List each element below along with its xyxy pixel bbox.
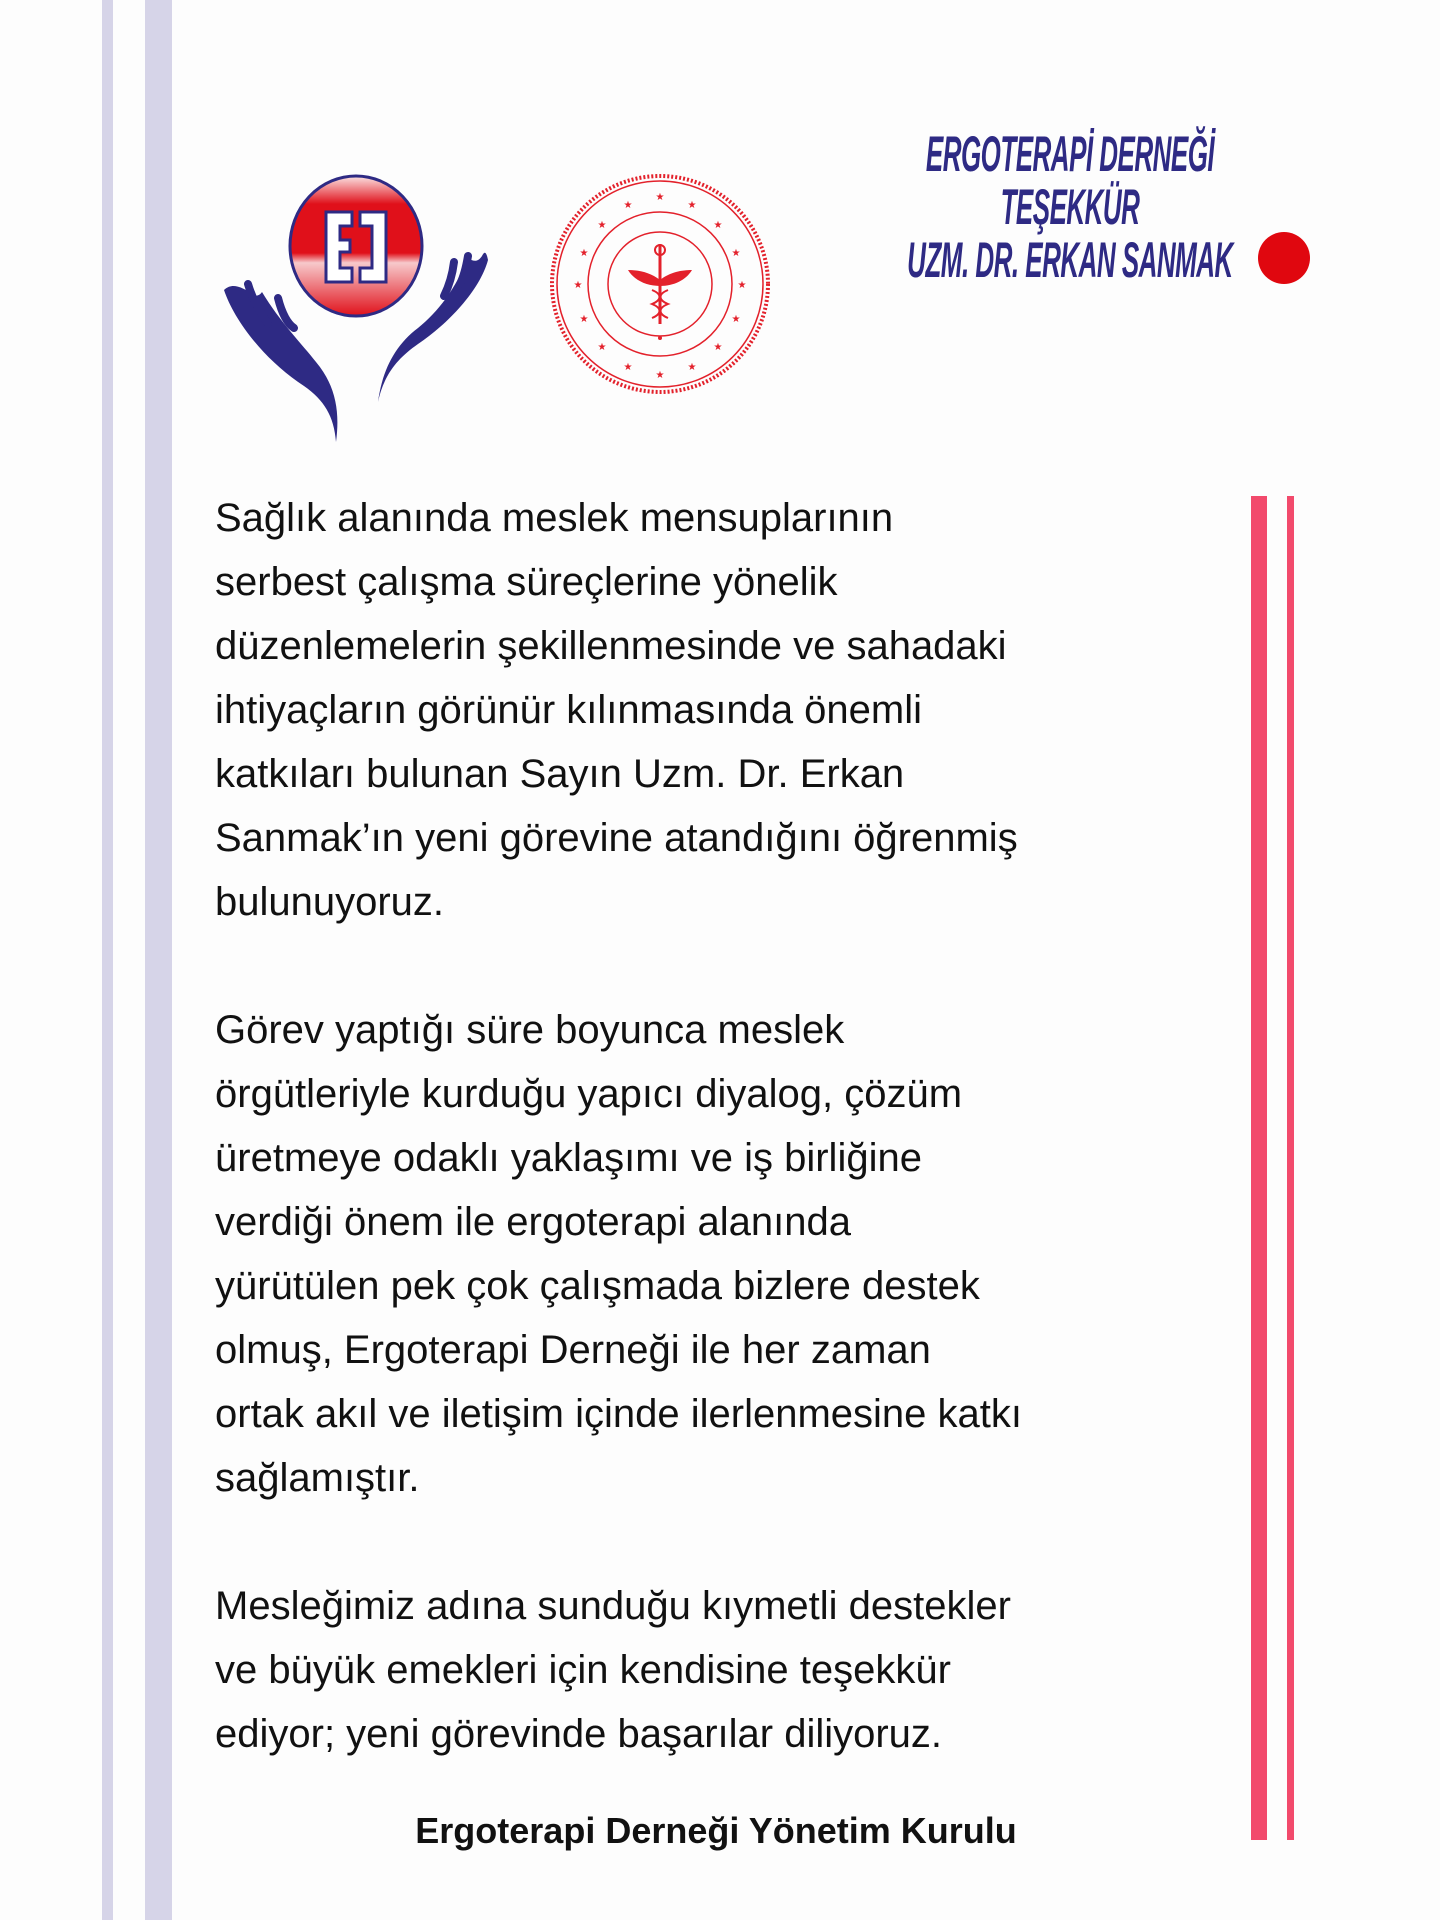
svg-text:★: ★ [713,342,723,353]
svg-text:★: ★ [713,220,723,231]
svg-text:★: ★ [597,342,607,353]
paragraph-line: ortak akıl ve iletişim içinde ilerlenmesine katkı [215,1392,1022,1436]
svg-text:★: ★ [623,200,633,211]
letter-body [215,486,1215,1830]
paragraph-line: ihtiyaçların görünür kılınmasında önemli [215,688,923,732]
decorative-stripe-left-wide [145,0,172,1920]
decorative-bar-right-thick [1251,496,1267,1840]
svg-text:★: ★ [655,370,665,381]
signature-text: Ergoterapi Derneği Yönetim Kurulu [415,1810,1017,1851]
svg-text:★: ★ [623,362,633,373]
ergoterapi-dernegi-logo [218,172,498,444]
paragraph-line: örgütleriyle kurduğu yapıcı diyalog, çözüm [215,1072,963,1116]
title-line-thanks: TEŞEKKÜR [1000,179,1140,235]
paragraph-line: ve büyük emekleri için kendisine teşekkür [215,1648,951,1692]
title-line-organization: ERGOTERAPİ DERNEĞİ [925,126,1215,182]
svg-text:★: ★ [731,248,741,259]
svg-text:★: ★ [687,200,697,211]
letter-paragraph [215,1574,1215,1766]
decorative-bar-right-thin [1287,496,1294,1840]
svg-text:★: ★ [579,314,589,325]
letter-paragraph [215,486,1215,934]
svg-text:★: ★ [573,280,583,291]
svg-text:★: ★ [687,362,697,373]
svg-text:★: ★ [579,248,589,259]
title-line-name: UZM. DR. ERKAN SANMAK [907,232,1233,288]
letter-paragraph [215,998,1215,1510]
svg-text:★: ★ [655,192,665,203]
paragraph-line: sağlamıştır. [215,1456,420,1500]
paragraph-line: olmuş, Ergoterapi Derneği ile her zaman [215,1328,931,1372]
paragraph-line: verdiği önem ile ergoterapi alanında [215,1200,851,1244]
paragraph-line: ediyor; yeni görevinde başarılar diliyoruz. [215,1712,943,1756]
paragraph-line: yürütülen pek çok çalışmada bizlere destek [215,1264,980,1308]
svg-text:★: ★ [597,220,607,231]
signature [0,1810,1440,1852]
paragraph-line: katkıları bulunan Sayın Uzm. Dr. Erkan [215,752,905,796]
paragraph-line: serbest çalışma süreçlerine yönelik [215,560,838,604]
paragraph-line: bulunuyoruz. [215,880,445,924]
svg-text:★: ★ [737,280,747,291]
paragraph-line: Sağlık alanında meslek mensuplarının [215,496,894,540]
paragraph-line: Görev yaptığı süre boyunca meslek [215,1008,845,1052]
saglik-bakanligi-seal [548,172,773,397]
paragraph-line: Mesleğimiz adına sunduğu kıymetli destekler [215,1584,1011,1628]
paragraph-line: üretmeye odaklı yaklaşımı ve iş birliğine [215,1136,922,1180]
paragraph-line: düzenlemelerin şekillenmesinde ve sahadaki [215,624,1007,668]
paragraph-line: Sanmak’ın yeni görevine atandığını öğrenmiş [215,816,1018,860]
red-dot-icon [1258,232,1310,284]
header-title [900,128,1240,288]
decorative-stripe-left [102,0,113,1920]
svg-text:★: ★ [731,314,741,325]
